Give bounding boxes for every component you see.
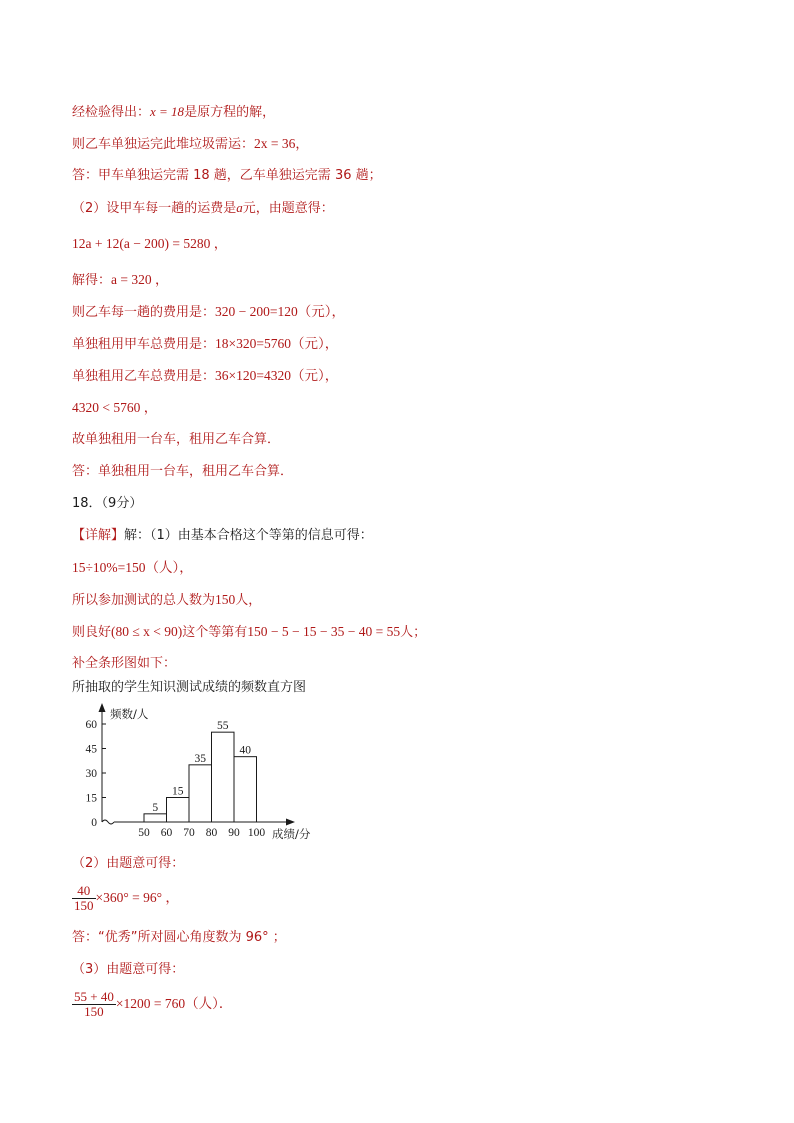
y-tick-label: 0 [91,817,97,829]
detail-tag: 【详解】 [72,528,125,543]
bar-value-label: 40 [239,744,251,757]
y-tick-label: 60 [85,719,97,731]
y-axis-arrow [99,703,106,712]
line-total-people: 所以参加测试的总人数为150人， [72,592,262,608]
y-tick-label: 30 [85,768,97,780]
line-detail-intro: 【详解】解：（1）由基本合格这个等第的信息可得： [72,528,373,543]
fraction-95-150: $\frac{55 + 40}{150}$ [74,989,114,1019]
line-part-3-header: （3）由题意可得： [72,962,185,977]
x-tick-label: 60 [160,827,173,839]
line-total-calc: 15÷10%=150（人）， [72,560,193,575]
x-axis-label: 成绩/分 [272,827,311,841]
line-solution: 解得：a = 320 ， [72,272,169,288]
x-axis-break [102,820,114,824]
line-truck-b-total: 单独租用乙车总费用是：36×120=4320（元）， [72,368,339,384]
line-answer-2: 答：单独租用一台车，租用乙车合算． [72,464,294,479]
histogram-bar [189,765,212,822]
x-axis-arrow [286,819,295,826]
line-answer-1: 答：甲车单独运完需 18 趟，乙车单独运完需 36 趟； [72,168,382,183]
bar-value-label: 15 [172,785,184,798]
line-part-2-header: （2）由题意可得： [72,856,185,871]
y-axis-label: 频数/人 [110,707,149,721]
line-conclusion: 故单独租用一台车，租用乙车合算． [72,432,281,447]
line-verify: 经检验得出：x = 18是原方程的解， [72,104,276,120]
line-truck-b-trips: 则乙车单独运完此堆垃圾需运：2x = 36， [72,136,309,152]
histogram-bar [167,798,190,823]
line-compare: 4320 < 5760 ， [72,400,158,415]
chart-title: 所抽取的学生知识测试成绩的频数直方图 [72,680,307,695]
line-complete-chart: 补全条形图如下： [72,656,177,671]
line-answer-angle: 答：“优秀”所对圆心角度数为 96° ； [72,930,286,945]
frequency-histogram [72,700,342,845]
x-tick-label: 50 [138,827,150,839]
line-part-2-setup: （2）设甲车每一趟的运费是a元，由题意得： [72,200,334,216]
y-tick-label: 45 [85,743,97,756]
x-tick-label: 100 [247,827,266,839]
x-tick-label: 70 [183,827,195,839]
y-tick-label: 15 [85,792,97,805]
line-estimate-calc: $\frac{55 + 40}{150}$ ×1200 = 760（人）． [74,989,233,1019]
bar-value-label: 55 [217,720,229,733]
line-angle-calc: $\frac{40}{150}$ ×360° = 96° ， [74,883,179,913]
question-number: 18．（9分） [72,496,143,511]
fraction-40-150: $\frac{40}{150}$ [74,883,94,913]
line-truck-a-total: 单独租用甲车总费用是：18×320=5760（元）， [72,336,339,352]
histogram-bar [234,757,257,822]
histogram-bar [212,732,235,822]
line-truck-b-cost: 则乙车每一趟的费用是：320 − 200=120（元）， [72,304,345,320]
line-good-count: 则良好(80 ≤ x < 90)这个等第有150 − 5 − 15 − 35 − 40 = 55人； [72,624,427,640]
line-equation: 12a + 12(a − 200) = 5280 ， [72,236,228,251]
bar-value-label: 35 [194,752,206,765]
x-tick-label: 80 [205,827,218,839]
histogram-bar [144,814,167,822]
x-tick-label: 90 [228,827,240,839]
bar-value-label: 5 [152,801,159,814]
